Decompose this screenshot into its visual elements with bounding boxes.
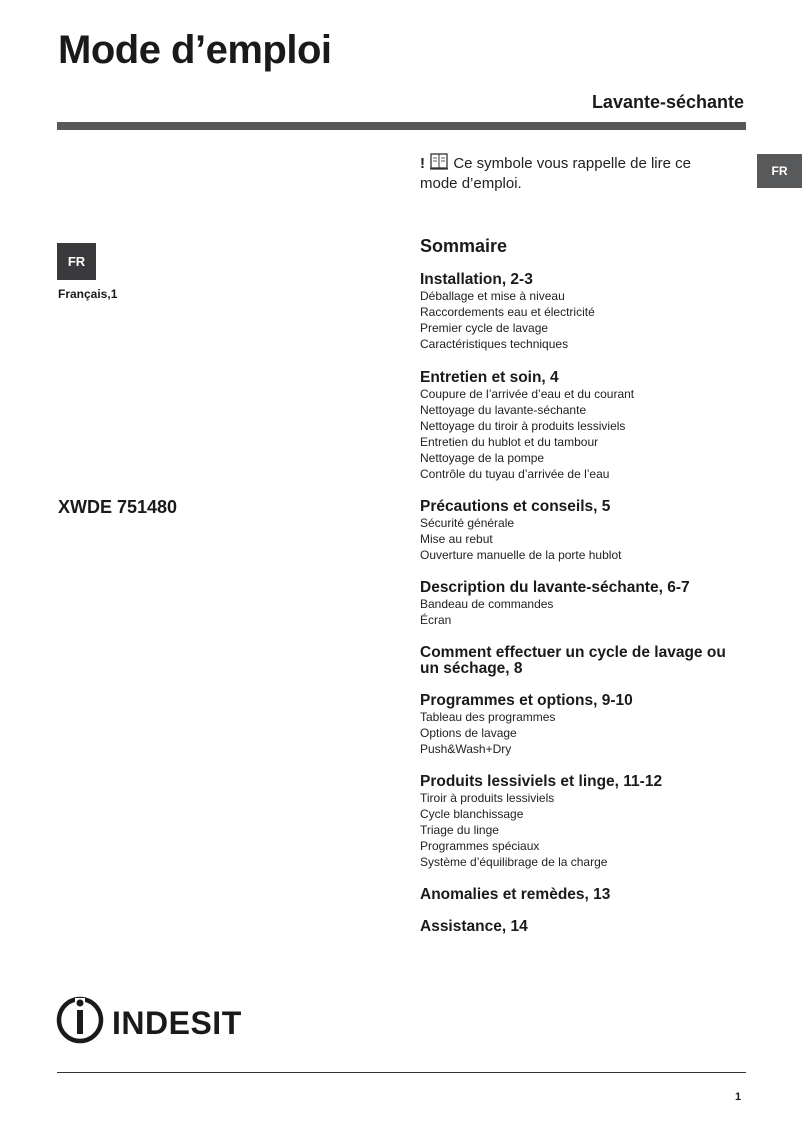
toc-item: Sécurité générale xyxy=(420,516,515,530)
language-badge: FR xyxy=(57,243,96,280)
toc-item: Nettoyage du lavante-séchante xyxy=(420,403,587,417)
toc-item: Bandeau de commandes xyxy=(420,597,554,611)
notice-text: Ce symbole vous rappelle de lire ce mode d’emploi. xyxy=(420,155,691,192)
toc-item: Ouverture manuelle de la porte hublot xyxy=(420,548,622,562)
toc-item: Tableau des programmes xyxy=(420,710,556,724)
toc-section xyxy=(420,645,750,677)
manual-book-icon xyxy=(429,155,449,172)
brand-name: INDESIT xyxy=(112,1005,242,1041)
toc-section-title: Produits lessiviels et linge, 11-12 xyxy=(420,773,663,790)
toc-item: Nettoyage de la pompe xyxy=(420,451,545,465)
language-label: Français,1 xyxy=(58,287,118,301)
toc-section-title: Entretien et soin, 4 xyxy=(420,369,559,386)
toc-item: Entretien du hublot et du tambour xyxy=(420,435,599,449)
toc-item: Push&Wash+Dry xyxy=(420,742,512,756)
footer-rule xyxy=(57,1072,746,1073)
toc-item: Nettoyage du tiroir à produits lessiviels xyxy=(420,419,626,433)
model-number: XWDE 751480 xyxy=(58,497,178,517)
toc-section xyxy=(420,919,750,935)
toc-item: Écran xyxy=(420,613,452,627)
toc-section-title: Programmes et options, 9-10 xyxy=(420,692,633,709)
toc-section xyxy=(420,370,750,482)
notice xyxy=(420,153,720,194)
toc-item: Déballage et mise à niveau xyxy=(420,289,565,303)
header-rule xyxy=(57,122,746,130)
toc-section xyxy=(420,272,750,352)
side-language-tab: FR xyxy=(757,154,802,188)
toc-section-title: Anomalies et remèdes, 13 xyxy=(420,886,611,903)
toc-item: Système d’équilibrage de la charge xyxy=(420,855,608,869)
toc-item: Raccordements eau et électricité xyxy=(420,305,595,319)
toc-item: Premier cycle de lavage xyxy=(420,321,549,335)
page-title: Mode d’emploi xyxy=(58,28,332,72)
toc-item: Tiroir à produits lessiviels xyxy=(420,791,555,805)
toc-item: Options de lavage xyxy=(420,726,517,740)
toc-item: Mise au rebut xyxy=(420,532,493,546)
toc-section xyxy=(420,580,750,628)
toc-item: Cycle blanchissage xyxy=(420,807,524,821)
toc-item: Caractéristiques techniques xyxy=(420,337,569,351)
toc-section-title: Assistance, 14 xyxy=(420,918,528,935)
toc-section-title: Précautions et conseils, 5 xyxy=(420,498,611,515)
toc-section-title: Comment effectuer un cycle de lavage ou un séchage, 8 xyxy=(420,644,726,677)
toc-section xyxy=(420,499,750,563)
toc-section xyxy=(420,693,750,757)
toc-section-title: Installation, 2-3 xyxy=(420,271,533,288)
toc-section-title: Description du lavante-séchante, 6-7 xyxy=(420,579,690,596)
toc-item: Triage du linge xyxy=(420,823,499,837)
toc-heading: Sommaire xyxy=(420,236,508,256)
toc-section xyxy=(420,887,750,903)
toc-item: Coupure de l’arrivée d’eau et du courant xyxy=(420,387,635,401)
notice-bang: ! xyxy=(420,155,425,172)
toc-item: Contrôle du tuyau d’arrivée de l’eau xyxy=(420,467,610,481)
toc-item: Programmes spéciaux xyxy=(420,839,540,853)
page-number: 1 xyxy=(735,1091,742,1103)
toc-section xyxy=(420,774,750,870)
indesit-logo xyxy=(56,994,256,1055)
product-type: Lavante-séchante xyxy=(591,92,744,112)
